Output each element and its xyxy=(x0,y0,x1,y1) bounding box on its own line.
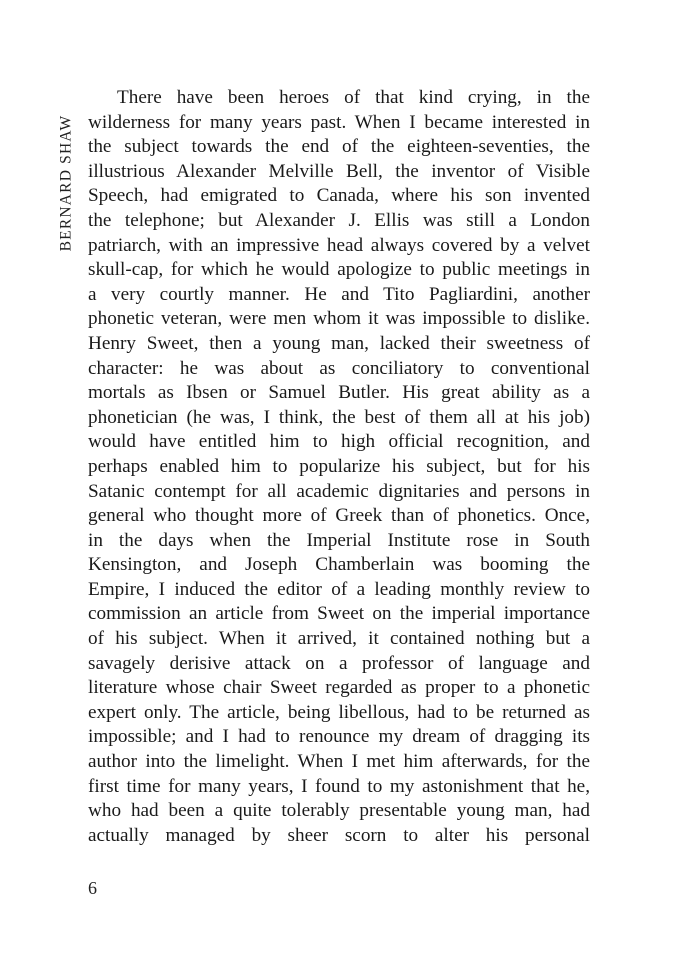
text-line: actually managed by sheer scorn to alter his personal xyxy=(88,824,590,846)
text-line: first time for many years, I found to my astonishment that he, xyxy=(88,775,590,797)
text-line: There have been heroes of that kind crying, in the xyxy=(117,87,590,108)
page-number: 6 xyxy=(88,878,97,898)
text-line: Empire, I induced the editor of a leading monthly review to xyxy=(88,578,590,600)
text-line: mortals as Ibsen or Samuel Butler. His great ability as a xyxy=(88,382,590,404)
text-line: Satanic contempt for all academic dignitaries and persons in xyxy=(88,480,590,502)
text-line: would have entitled him to high official recognition, and xyxy=(88,431,590,453)
text-line: illustrious Alexander Melville Bell, the inventor of Visible xyxy=(88,160,590,182)
running-head xyxy=(52,88,80,278)
text-line: author into the limelight. When I met him afterwards, for the xyxy=(88,751,590,773)
text-line: patriarch, with an impressive head always covered by a velvet xyxy=(88,234,590,256)
text-line: impossible; and I had to renounce my dream of dragging its xyxy=(88,726,590,748)
text-line: general who thought more of Greek than of phonetics. Once, xyxy=(88,505,590,527)
text-line: a very courtly manner. He and Tito Pagliardini, another xyxy=(88,283,590,305)
running-head-text: BERNARD SHAW xyxy=(57,114,74,252)
body-text xyxy=(88,86,590,848)
text-line: of his subject. When it arrived, it contained nothing but a xyxy=(88,628,590,650)
text-line: character: he was about as conciliatory to conventional xyxy=(88,357,590,379)
text-line: who had been a quite tolerably presentable young man, had xyxy=(88,800,590,822)
text-line: Henry Sweet, then a young man, lacked their sweetness of xyxy=(88,332,590,354)
text-line: commission an article from Sweet on the imperial importance xyxy=(88,603,590,625)
text-line: wilderness for many years past. When I became interested in xyxy=(88,111,590,133)
text-line: phonetician (he was, I think, the best of them all at his job) xyxy=(88,406,590,428)
text-line: in the days when the Imperial Institute rose in South xyxy=(88,529,590,551)
text-line: savagely derisive attack on a professor of language and xyxy=(88,652,590,674)
text-line: Kensington, and Joseph Chamberlain was booming the xyxy=(88,554,590,576)
text-line: phonetic veteran, were men whom it was impossible to dislike. xyxy=(88,308,590,330)
text-line: skull-cap, for which he would apologize to public meetings in xyxy=(88,259,590,281)
text-line: literature whose chair Sweet regarded as proper to a phonetic xyxy=(88,677,590,699)
text-line: Speech, had emigrated to Canada, where his son invented xyxy=(88,185,590,207)
text-line: the telephone; but Alexander J. Ellis was still a London xyxy=(88,209,590,231)
text-line: expert only. The article, being libellous, had to be returned as xyxy=(88,701,590,723)
text-line: the subject towards the end of the eighteen-seventies, the xyxy=(88,136,590,158)
text-line: perhaps enabled him to popularize his subject, but for his xyxy=(88,455,590,477)
